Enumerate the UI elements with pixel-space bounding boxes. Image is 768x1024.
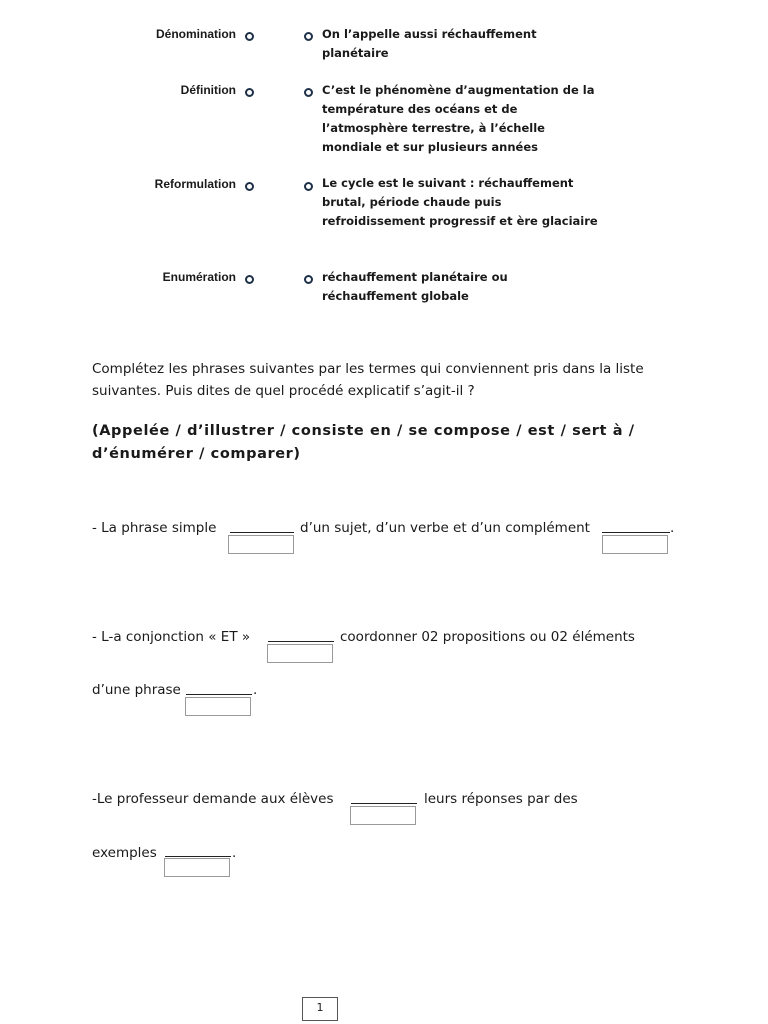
desc-denomination: On l’appelle aussi réchauffement planétaire: [322, 27, 537, 60]
sentence-2-middle: coordonner 02 propositions ou 02 éléments: [340, 629, 635, 645]
sentence-2-end: .: [253, 682, 258, 698]
blank-underline: [602, 532, 670, 533]
word-list: (Appelée / d’illustrer / consiste en / se compose / est / sert à / d’énumérer / comparer): [92, 423, 635, 462]
blank-underline: [230, 532, 294, 533]
page-number: 1: [302, 997, 338, 1021]
desc-definition: C’est le phénomène d’augmentation de la température des océans et de l’atmosphère terrestre, à l’échelle mondiale et sur plusieurs années: [322, 83, 595, 154]
answer-box-6[interactable]: [164, 858, 230, 877]
term-denomination: Dénomination: [156, 27, 236, 41]
sentence-2-start: - L-a conjonction « ET »: [92, 629, 251, 645]
desc-dot[interactable]: [304, 275, 313, 284]
desc-reformulation: Le cycle est le suivant : réchauffement brutal, période chaude puis refroidissement progressif et ère glaciaire: [322, 176, 598, 228]
sentence-3-middle: leurs réponses par des: [424, 791, 578, 807]
desc-dot[interactable]: [304, 88, 313, 97]
answer-box-4[interactable]: [185, 697, 251, 716]
term-dot[interactable]: [245, 182, 254, 191]
blank-underline: [351, 803, 417, 804]
blank-underline: [268, 641, 334, 642]
sentence-3-continued: exemples: [92, 845, 157, 861]
blank-underline: [165, 856, 231, 857]
answer-box-3[interactable]: [267, 644, 333, 663]
desc-dot[interactable]: [304, 32, 313, 41]
answer-box-2[interactable]: [602, 535, 668, 554]
term-dot[interactable]: [245, 275, 254, 284]
term-dot[interactable]: [245, 88, 254, 97]
desc-enumeration: réchauffement planétaire ou réchauffement globale: [322, 270, 508, 303]
sentence-1-middle: d’un sujet, d’un verbe et d’un complément: [300, 520, 590, 536]
sentence-3-end: .: [232, 845, 237, 861]
term-dot[interactable]: [245, 32, 254, 41]
term-enumeration: Enumération: [162, 270, 236, 284]
sentence-3-start: -Le professeur demande aux élèves: [92, 791, 334, 807]
desc-dot[interactable]: [304, 182, 313, 191]
sentence-1-start: - La phrase simple: [92, 520, 217, 536]
answer-box-5[interactable]: [350, 806, 416, 825]
term-definition: Définition: [180, 83, 236, 97]
sentence-1-end: .: [670, 520, 675, 536]
blank-underline: [186, 694, 252, 695]
answer-box-1[interactable]: [228, 535, 294, 554]
term-reformulation: Reformulation: [154, 177, 236, 191]
instruction-text: Complétez les phrases suivantes par les termes qui conviennent pris dans la liste suivantes. Puis dites de quel procédé explicatif s’agit-il ?: [92, 361, 644, 399]
sentence-2-continued: d’une phrase: [92, 682, 181, 698]
